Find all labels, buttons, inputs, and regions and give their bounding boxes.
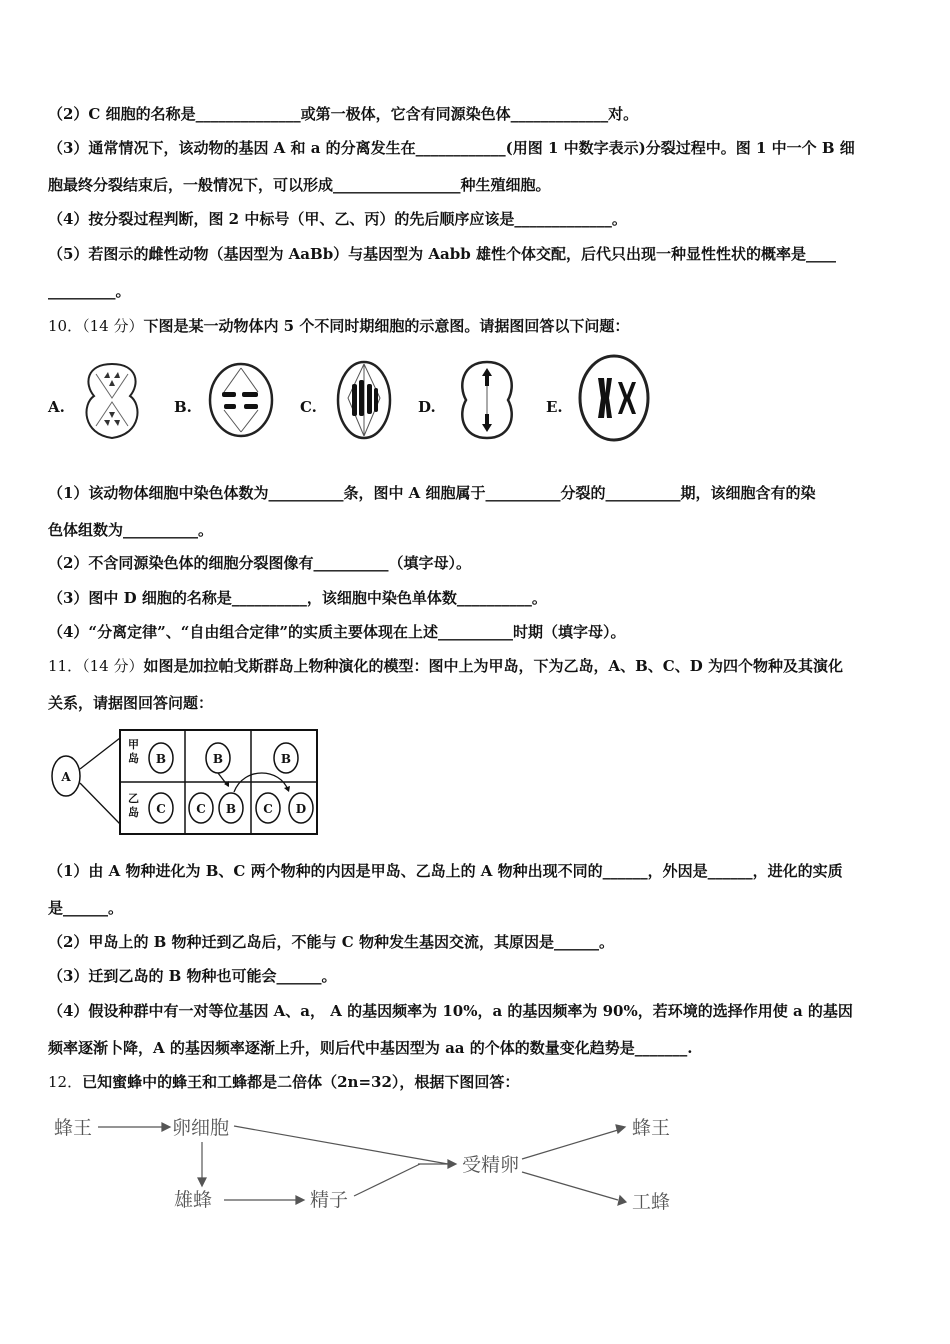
q11-part4-b: 频率逐渐卜降，A 的基因频率逐渐上升，则后代中基因型为 aa 的个体的数量变化趋势是_______.: [48, 1039, 693, 1057]
q9-part2: （2）C 细胞的名称是______________或第一极体，它含有同源染色体_____________对。: [48, 105, 639, 123]
q11-part2: （2）甲岛上的 B 物种迁到乙岛后，不能与 C 物种发生基因交流，其原因是______。: [48, 933, 614, 951]
cell-label-b: B.: [174, 398, 192, 416]
q10-part1-a: （1）该动物体细胞中染色体数为__________条，图中 A 细胞属于__________分裂的__________期，该细胞含有的染: [48, 484, 816, 502]
q11-part1-a: （1）由 A 物种进化为 B、C 两个物种的内因是甲岛、乙岛上的 A 物种出现不同的______，外因是______，进化的实质: [48, 862, 843, 880]
q10-number: 10．（14 分）: [48, 317, 144, 335]
bottom-species-1: C: [156, 802, 166, 816]
q9-part4: （4）按分裂过程判断，图 2 中标号（甲、乙、丙）的先后顺序应该是_____________。: [48, 210, 627, 228]
q11-stem: [48, 656, 906, 676]
q9-part3-b: 胞最终分裂结束后，一般情况下，可以形成_________________种生殖细胞。: [48, 176, 551, 194]
q11-text: 如图是加拉帕戈斯群岛上物种演化的模型：图中上为甲岛，下为乙岛，A、B、C、D 为四个物种及其演化: [143, 657, 843, 675]
cell-d-figure: [454, 356, 520, 444]
bottom-species-5: D: [295, 802, 307, 816]
q9-part3-a: （3）通常情况下，该动物的基因 A 和 a 的分离发生在____________(用图 1 中数字表示)分裂过程中。图 1 中一个 B 细: [48, 139, 855, 157]
cell-e-figure: [576, 350, 656, 446]
q10-part4: （4）“分离定律”、“自由组合定律”的实质主要体现在上述__________时期（填字母）。: [48, 623, 626, 641]
top-species-3: B: [280, 752, 292, 766]
bee-drone-label: 雄蜂: [174, 1189, 213, 1211]
q10-stem: [48, 316, 906, 336]
top-species-2: B: [212, 752, 224, 766]
q10-part2: （2）不含同源染色体的细胞分裂图像有__________（填字母）。: [48, 554, 471, 572]
cell-label-d: D.: [418, 398, 436, 416]
q10-text: 下图是某一动物体内 5 个不同时期细胞的示意图。请据图回答以下问题：: [143, 317, 630, 335]
cell-label-c: C.: [300, 398, 317, 416]
cell-label-e: E.: [546, 398, 563, 416]
q11-part1-b: 是______。: [48, 899, 124, 917]
bee-reproduction-diagram: [48, 1104, 688, 1224]
q11-part4-a: （4）假设种群中有一对等位基因 A、a， A 的基因频率为 10%，a 的基因频率为 90%，若环境的选择作用使 a 的基因: [48, 1002, 853, 1020]
q12-number: 12．: [48, 1073, 83, 1091]
bee-queen-label: 蜂王: [54, 1117, 93, 1139]
bee-sperm-label: 精子: [310, 1189, 349, 1211]
q10-part3: （3）图中 D 细胞的名称是__________，该细胞中染色单体数__________。: [48, 589, 547, 607]
q12-stem: [48, 1072, 906, 1092]
species-a-label: A: [61, 770, 71, 784]
bottom-species-3: B: [225, 802, 237, 816]
top-island-label-2: 岛: [128, 752, 139, 765]
bee-egg-label: 卵细胞: [172, 1117, 230, 1139]
cell-a-figure: [76, 358, 148, 444]
top-island-label-1: 甲: [128, 738, 139, 751]
bottom-species-2: C: [196, 802, 206, 816]
q10-part1-b: 色体组数为__________。: [48, 521, 214, 539]
bottom-island-label-2: 岛: [128, 806, 139, 819]
bottom-island-label-1: 乙: [128, 792, 139, 805]
cell-b-figure: [206, 360, 276, 440]
q9-part5-a: （5）若图示的雌性动物（基因型为 AaBb）与基因型为 Aabb 雄性个体交配，后代只出现一种显性性状的概率是____: [48, 245, 836, 263]
cell-c-figure: [334, 358, 394, 442]
q11-number: 11．（14 分）: [48, 657, 144, 675]
top-species-1: B: [155, 752, 167, 766]
bee-worker-label: 工蜂: [632, 1191, 671, 1213]
bee-queen-out-label: 蜂王: [632, 1117, 671, 1139]
q11-part3: （3）迁到乙岛的 B 物种也可能会______。: [48, 967, 337, 985]
cell-label-a: A.: [48, 398, 65, 416]
q11-stem-cont: 关系，请据图回答问题：: [48, 694, 214, 712]
q12-text: 已知蜜蜂中的蜂王和工蜂都是二倍体（2n=32），根据下图回答：: [82, 1073, 520, 1091]
q9-part5-b: _________。: [48, 282, 131, 300]
island-evolution-diagram: [48, 726, 322, 838]
bottom-species-4: C: [263, 802, 273, 816]
bee-fertilized-egg-label: 受精卵: [462, 1154, 520, 1176]
